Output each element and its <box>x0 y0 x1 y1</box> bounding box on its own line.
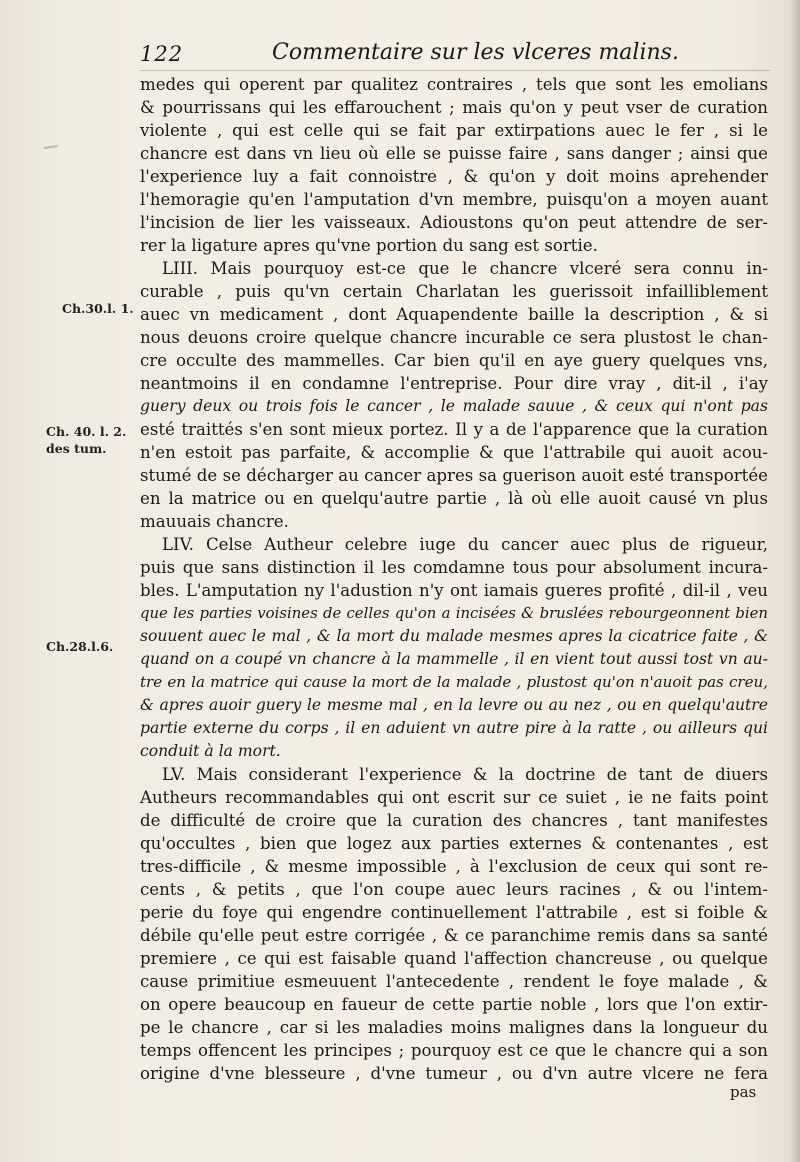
margin-note-ch28: Ch.28.l.6. <box>46 639 114 654</box>
page-edge-shadow <box>790 0 800 1162</box>
catchword: pas <box>730 1083 757 1101</box>
text-line: tres-difficile , & mesme impossible , à l'exclusion de ceux qui sont re- <box>140 857 768 876</box>
section-start-liii: LIII. Mais pourquoy est-ce que le chancre vlceré sera connu in- <box>162 259 768 278</box>
head-rule <box>140 70 770 71</box>
text-line: n'en estoit pas parfaite, & accomplie & que l'attrabile qui auoit acou- <box>140 443 768 462</box>
quoted-line: guery deux ou trois fois le cancer , le malade sauue , & ceux qui n'ont pas <box>140 397 768 415</box>
page-number: 122 <box>140 42 184 66</box>
text-line: temps offencent les principes ; pourquoy est ce que le chancre qui a son <box>140 1041 768 1060</box>
text-line: mauuais chancre. <box>140 512 289 531</box>
text-line: perie du foye qui engendre continuellement l'attrabile , est si foible & <box>140 903 768 922</box>
section-start-lv: LV. Mais considerant l'experience & la doctrine de tant de diuers <box>162 765 768 784</box>
margin-mark <box>44 145 58 149</box>
text-line: medes qui operent par qualitez contraires , tels que sont les emolians <box>140 75 768 94</box>
text-line: en la matrice ou en quelqu'autre partie , là où elle auoit causé vn plus <box>140 489 768 508</box>
text-line: Autheurs recommandables qui ont escrit sur ce suiet , ie ne faits point <box>140 788 768 807</box>
quoted-line: & apres auoir guery le mesme mal , en la levre ou au nez , ou en quelqu'autre <box>140 696 768 714</box>
text-line: origine d'vne blesseure , d'vne tumeur , ou d'vn autre vlcere ne fera <box>140 1064 768 1083</box>
text-line: puis que sans distinction il les comdamne tous pour absolument incura- <box>140 558 768 577</box>
running-title: Commentaire sur les vlceres malins. <box>272 40 679 65</box>
margin-note-ch40: Ch. 40. l. 2. <box>46 424 127 439</box>
running-head <box>140 36 770 70</box>
quoted-line: partie externe du corps , il en aduient vn autre pire à la ratte , ou ailleurs qui <box>140 719 768 737</box>
text-line: on opere beaucoup en faueur de cette partie noble , lors que l'on extir- <box>140 995 768 1014</box>
text-line: stumé de se décharger au cancer apres sa guerison auoit esté transportée <box>140 466 768 485</box>
text-line: l'hemoragie qu'en l'amputation d'vn membre, puisqu'on a moyen auant <box>140 190 768 209</box>
text-line: neantmoins il en condamne l'entreprise. Pour dire vray , dit-il , i'ay <box>140 374 768 393</box>
margin-note-ch30: Ch.30.l. 1. <box>62 301 134 316</box>
text-line: cause primitiue esmeuuent l'antecedente , rendent le foye malade , & <box>140 972 768 991</box>
text-line: l'incision de lier les vaisseaux. Adioustons qu'on peut attendre de ser- <box>140 213 768 232</box>
text-line: curable , puis qu'vn certain Charlatan les guerissoit infailliblement <box>140 282 768 301</box>
text-line: auec vn medicament , dont Aquapendente baille la description , & si <box>140 305 768 324</box>
quoted-line: tre en la matrice qui cause la mort de la malade , plustost qu'on n'auoit pas creu, <box>140 673 768 691</box>
quoted-line: quand on a coupé vn chancre à la mammelle , il en vient tout aussi tost vn au- <box>140 650 768 668</box>
text-line: débile qu'elle peut estre corrigée , & ce paranchime remis dans sa santé <box>140 926 768 945</box>
quoted-line: souuent auec le mal , & la mort du malade mesmes apres la cicatrice faite , & <box>140 627 768 645</box>
text-line: premiere , ce qui est faisable quand l'affection chancreuse , ou quelque <box>140 949 768 968</box>
text-line: bles. L'amputation ny l'adustion n'y ont iamais gueres profité , dil-il , veu <box>140 581 768 600</box>
section-start-liv: LIV. Celse Autheur celebre iuge du cancer auec plus de rigueur, <box>162 535 768 554</box>
text-line: esté traittés s'en sont mieux portez. Il y a de l'apparence que la curation <box>140 420 768 439</box>
margin-note-des-tum: des tum. <box>46 441 107 456</box>
text-line: cre occulte des mammelles. Car bien qu'il en aye guery quelques vns, <box>140 351 768 370</box>
text-line: l'experience luy a fait connoistre , & qu'on y doit moins aprehender <box>140 167 768 186</box>
text-line: violente , qui est celle qui se fait par extirpations auec le fer , si le <box>140 121 768 140</box>
quoted-line: conduit à la mort. <box>140 742 281 760</box>
text-line: & pourrissans qui les effarouchent ; mais qu'on y peut vser de curation <box>140 98 768 117</box>
text-line: chancre est dans vn lieu où elle se puisse faire , sans danger ; ainsi que <box>140 144 768 163</box>
text-line: nous deuons croire quelque chancre incurable ce sera plustost le chan- <box>140 328 768 347</box>
text-line: cents , & petits , que l'on coupe auec leurs racines , & ou l'intem- <box>140 880 768 899</box>
text-line: de difficulté de croire que la curation des chancres , tant manifestes <box>140 811 768 830</box>
text-line: pe le chancre , car si les maladies moins malignes dans la longueur du <box>140 1018 768 1037</box>
text-line: rer la ligature apres qu'vne portion du sang est sortie. <box>140 236 598 255</box>
text-line: qu'occultes , bien que logez aux parties externes & contenantes , est <box>140 834 768 853</box>
quoted-line: que les parties voisines de celles qu'on a incisées & bruslées rebourgeonnent bien <box>140 604 768 622</box>
